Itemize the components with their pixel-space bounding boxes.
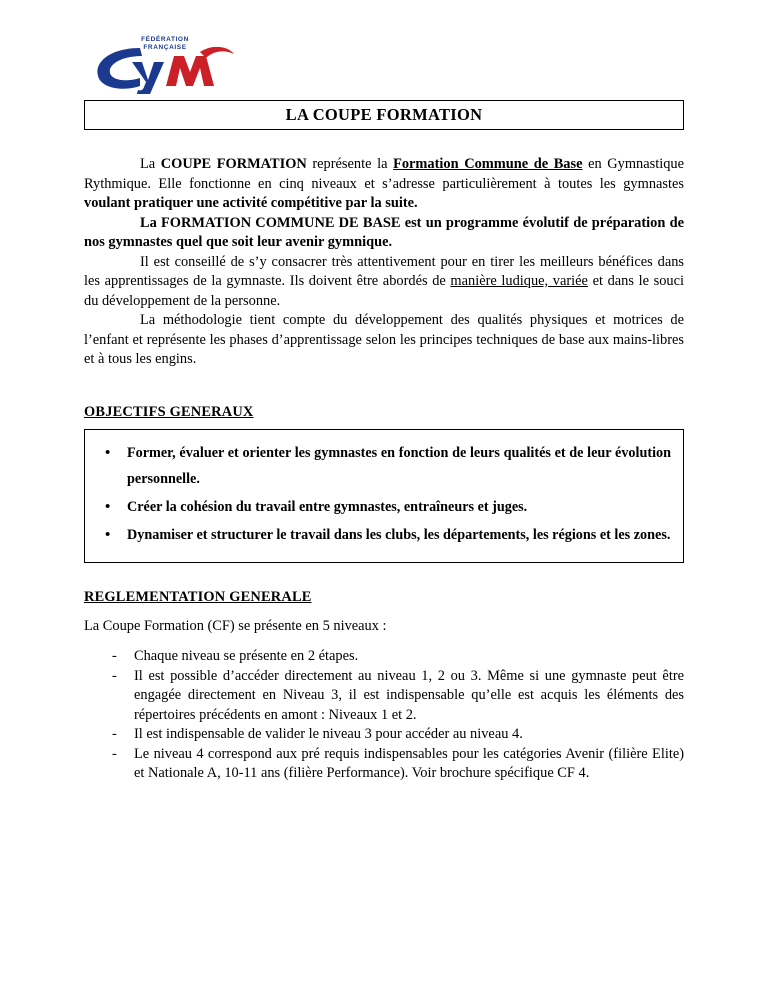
intro-p2-a: La: [140, 214, 162, 231]
federation-logo: [88, 28, 238, 92]
objectives-heading: OBJECTIFS GENERAUX: [84, 403, 254, 420]
list-item: - Il est possible d’accéder directement au niveau 1, 2 ou 3. Même si une gymnaste peut être engagée directement en Niveau 3, il est indispensable qu’elle est acquis les éléments des répertoires précédents en amont : Niveaux 1 et 2.: [84, 667, 684, 726]
regulation-list: [84, 647, 684, 784]
intro-paragraph-3: [84, 253, 684, 312]
objectives-list: [97, 440, 671, 548]
document-content: [84, 155, 684, 784]
regulation-heading: REGLEMENTATION GENERALE: [84, 588, 312, 605]
intro-p2-c: est un programme évolutif de préparation de nos gymnastes quel que soit leur avenir gymnique.: [84, 214, 684, 250]
list-item: • Créer la cohésion du travail entre gymnastes, entraîneurs et juges.: [97, 494, 671, 520]
intro-p1-a: La: [140, 156, 161, 172]
intro-p1-d: Formation Commune de Base: [393, 156, 583, 172]
intro-p1-e: en Gymnastique Rythmique. Elle fonctionne en cinq niveaux et s’adresse particulièrement à toutes les gymnastes: [84, 156, 684, 192]
intro-paragraph-2: [84, 214, 684, 253]
list-item: • Dynamiser et structurer le travail dans les clubs, les départements, les régions et les zones.: [97, 522, 671, 548]
intro-paragraph-1: [84, 155, 684, 214]
list-item: • Former, évaluer et orienter les gymnastes en fonction de leurs qualités et de leur évolution personnelle.: [97, 440, 671, 492]
list-item: - Il est indispensable de valider le niveau 3 pour accéder au niveau 4.: [84, 725, 684, 745]
intro-p1-f: voulant pratiquer une activité compétitive par la suite.: [84, 195, 418, 211]
page-title: [84, 100, 684, 130]
intro-p1-c: représente la: [306, 156, 394, 172]
regulation-lead: La Coupe Formation (CF) se présente en 5 niveaux :: [84, 617, 387, 634]
intro-p3-b: manière ludique, variée: [450, 273, 588, 289]
logo-federation-text: FÉDÉRATION FRANÇAISE: [141, 36, 189, 51]
objectives-box: [84, 429, 684, 563]
intro-paragraph-4: La méthodologie tient compte du développement des qualités physiques et motrices de l’enfant et représente les phases d’apprentissage selon les principes techniques de base aux mains-libres et à tous les engins.: [84, 312, 684, 367]
intro-p3-c: et dans le souci du développement de la personne.: [84, 273, 685, 309]
list-item: - Le niveau 4 correspond aux pré requis indispensables pour les catégories Avenir (filière Elite) et Nationale A, 10-11 ans (filière Performance). Voir brochure spécifique CF 4.: [84, 745, 684, 784]
gym-wordmark-icon: [88, 42, 238, 94]
intro-p2-b: FORMATION COMMUNE DE BASE: [161, 214, 401, 231]
intro-p3-a: Il est conseillé de s’y consacrer très attentivement pour en tirer les meilleurs bénéfices dans les apprentissages de la gymnaste. Ils doivent être abordés de: [84, 253, 684, 289]
intro-p1-b: COUPE FORMATION: [160, 156, 307, 172]
page-title-text: LA COUPE FORMATION: [285, 105, 483, 124]
list-item: - Chaque niveau se présente en 2 étapes.: [84, 647, 684, 667]
